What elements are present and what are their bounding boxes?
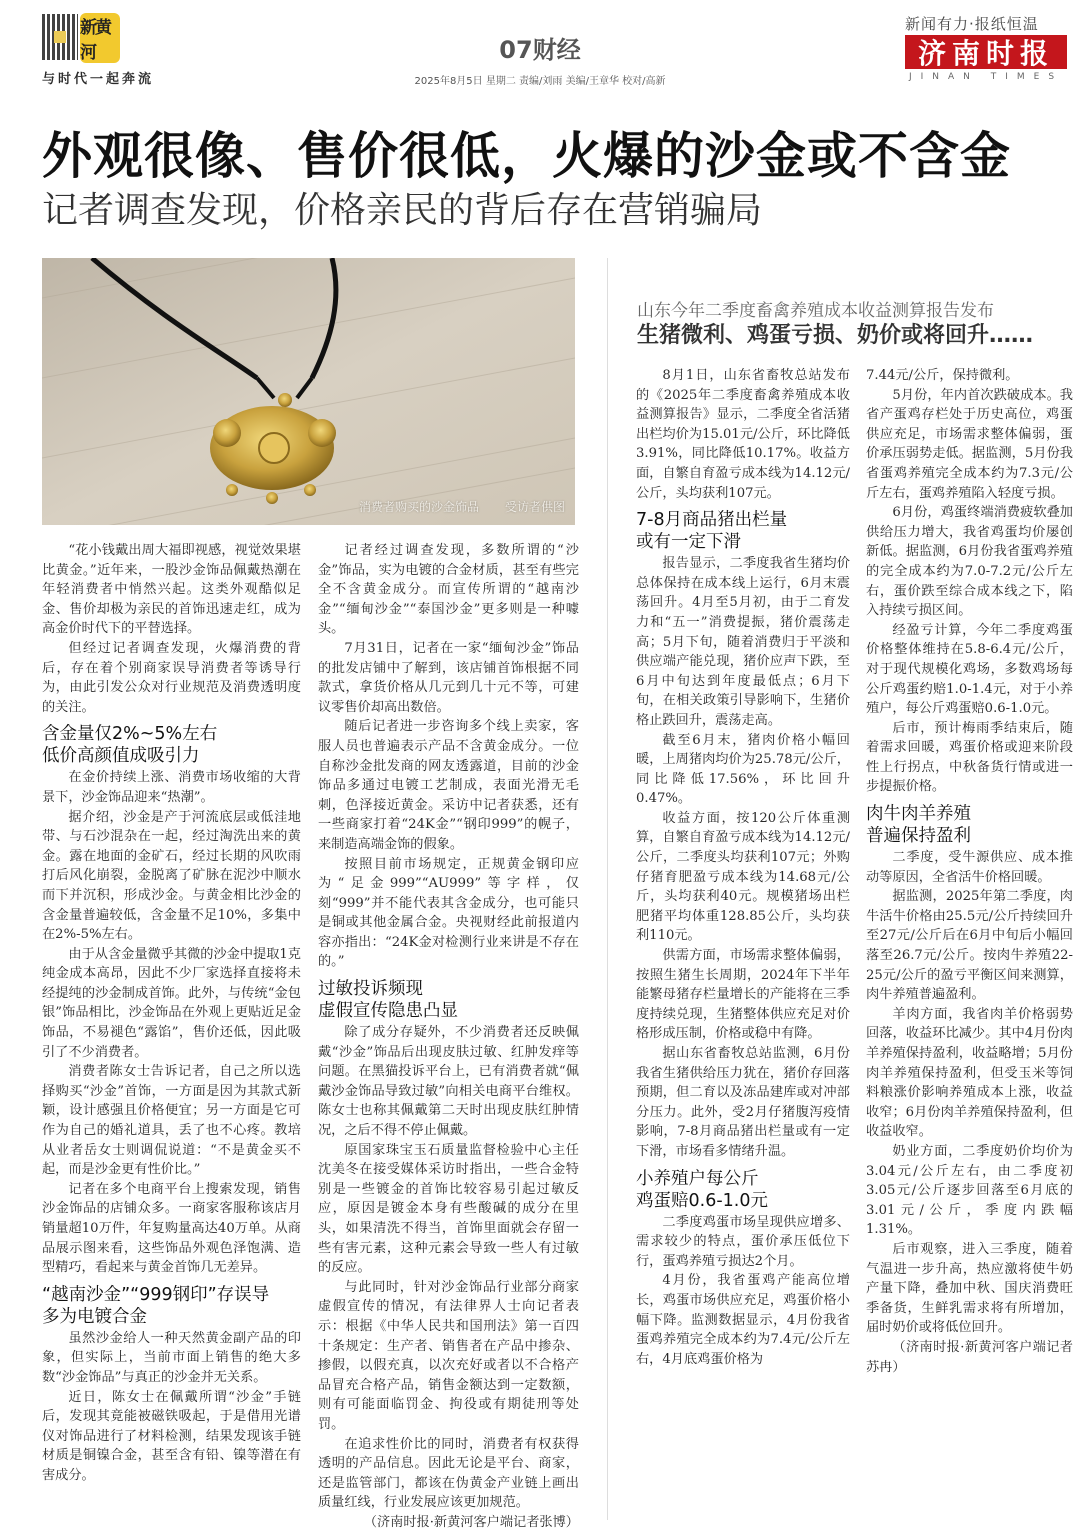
logo-text: 新黄河 [80, 18, 110, 63]
paragraph: （济南时报·新黄河客户端记者苏冉） [866, 1339, 1073, 1375]
paragraph: 随后记者进一步咨询多个线上卖家，客服人员也普遍表示产品不含黄金成分。一位自称沙金批发商的网友透露道，目前的沙金饰品多通过电镀工艺制成，表面光滑无毛刺，色泽接近黄金。采访中记者获悉，还有一些商家打着“24K金”“钢印999”的幌子，来制造高端金饰的假象。 [318, 719, 579, 852]
dateline: 2025年8月5日 星期二 责编/刘雨 美编/王章华 校对/高新 [414, 76, 666, 87]
section-subheading [42, 1284, 301, 1328]
section-title: 07财经 [499, 36, 581, 64]
article-photo [42, 258, 575, 525]
paragraph: 记者在多个电商平台上搜索发现，销售沙金饰品的店铺众多。一商家客服称该店月销量超10万件，年复购量高达40万单。从商品展示图来看，这些饰品外观色泽饱满、造型精巧，看起来与黄金首饰几无差异。 [42, 1181, 301, 1276]
paragraph: 5月份，年内首次跌破成本。我省产蛋鸡存栏处于历史高位，鸡蛋供应充足，市场需求整体偏弱，蛋价承压弱势走低。据监测，5月份我省蛋鸡养殖完全成本约为7.3元/公斤左右，蛋鸡养殖陷入轻度亏损。 [866, 387, 1073, 501]
article1-column-1 [42, 541, 301, 1486]
paragraph: 经盈亏计算，今年二季度鸡蛋价格整体维持在5.8-6.4元/公斤，对于现代规模化鸡场，多数鸡场每公斤鸡蛋约赔1.0-1.4元，对于小养殖户，每公斤鸡蛋赔0.6-1.0元。 [866, 622, 1073, 717]
paragraph: 4月份，我省蛋鸡产能高位增长，鸡蛋市场供应充足，鸡蛋价格小幅下降。监测数据显示，4月份我省蛋鸡养殖完全成本约为7.4元/公斤左右，4月底鸡蛋价格为 [636, 1273, 850, 1367]
paragraph: 二季度鸡蛋市场呈现供应增多、需求较少的特点，蛋价承压低位下行，蛋鸡养殖亏损达2个月。 [636, 1214, 850, 1269]
photo-credit: 受访者供图 [504, 500, 565, 514]
masthead-english: JINAN TIMES [908, 72, 1064, 82]
paragraph: 奶业方面，二季度奶价均价为3.04元/公斤左右，由二季度初3.05元/公斤逐步回落至6月底的3.01元/公斤，季度内跌幅1.31%。 [866, 1143, 1073, 1238]
paragraph: “花小钱戴出周大福即视感，视觉效果堪比黄金。”近年来，一股沙金饰品佩戴热潮在年轻消费者中悄然兴起。这类外观酷似足金、售价却极为亲民的首饰迅速走红，成为高金价时代下的平替选择。 [42, 543, 301, 637]
caption-text: 消费者购买的沙金饰品 [358, 500, 479, 514]
paragraph: 收益方面，按120公斤体重测算，自繁自育盈亏成本线为14.12元/公斤，二季度头均获利107元；外购仔猪育肥盈亏成本线为14.68元/公斤，头均获利40元。规模猪场出栏肥猪平均体重128.85公斤，头均获利110元。 [636, 810, 850, 944]
subheading-line: 过敏投诉频现 [318, 979, 423, 1000]
paragraph: 按照目前市场规定，正规黄金钢印应为“足金999”“AU999”等字样，仅刻“999”并不能代表其含金成分，也可能只是铜或其他金属合金。央视财经此前报道内容亦指出：“24K金对检测行业来讲是不存在的。” [318, 856, 579, 970]
article2-column-1 [636, 366, 850, 1369]
paragraph: 与此同时，针对沙金饰品行业部分商家虚假宣传的情况，有法律界人士向记者表示：根据《中华人民共和国刑法》第一百四十条规定：生产者、销售者在产品中掺杂、掺假，以假充真，以次充好或者以不合格产品冒充合格产品，销售金额达到一定数额，则有可能面临罚金、拘役或有期徒刑等处罚。 [318, 1279, 579, 1432]
article-subheadline: 记者调查发现，价格亲民的背后存在营销骗局 [42, 190, 763, 231]
paragraph: 二季度，受牛源供应、成本推动等原因，全省活牛价格回暖。 [866, 850, 1073, 885]
paragraph: 后市，预计梅雨季结束后，随着需求回暖，鸡蛋价格或迎来阶段性上行拐点，中秋备货行情或进一步提振价格。 [866, 720, 1073, 795]
section-subheading [42, 723, 301, 767]
paragraph: 消费者陈女士告诉记者，自己之所以选择购买“沙金”首饰，一方面是因为其款式新颖，设计感强且价格便宜；另一方面是它可作为自己的婚礼道具，丢了也不心疼。教培从业者岳女士则调侃说道：“不是黄金买不起，而是沙金更有性价比。” [42, 1064, 301, 1178]
section-subheading [636, 509, 850, 553]
paragraph: 报告显示，二季度我省生猪均价总体保持在成本线上运行，6月末震荡回升。4月至5月初，由于二育发力和“五一”消费提振，猪价震荡走高；5月下旬，随着消费归于平淡和供应端产能兑现，猪价应声下跌，至6月中旬达到年度最低点；6月下旬，在相关政策引导影响下，生猪价格止跌回升，震荡走高。 [636, 556, 850, 728]
photo-caption [333, 498, 565, 515]
article2-column-2 [866, 366, 1073, 1377]
subheading-line: “越南沙金”“999钢印”存误导 [42, 1284, 270, 1305]
slogan: 与时代一起奔流 [42, 72, 155, 87]
sidebar-article-title: 生猪微利、鸡蛋亏损、奶价或将回升…… [637, 323, 1034, 348]
column-divider [607, 258, 608, 1520]
paragraph: 据监测，2025年第二季度，肉牛活牛价格由25.5元/公斤持续回升至27元/公斤后在6月中旬后小幅回落至26.7元/公斤。按肉牛养殖22-25元/公斤的盈亏平衡区间来测算，肉牛养殖普遍盈利。 [866, 889, 1073, 1003]
masthead-logo: 济南时报 [905, 35, 1067, 69]
subheading-line: 7-8月商品猪出栏量 [636, 510, 788, 531]
section-subheading [636, 1168, 850, 1212]
paragraph: 据介绍，沙金是产于河流底层或低洼地带、与石沙混杂在一起，经过淘洗出来的黄金。露在地面的金矿石，经过长期的风吹雨打后风化崩裂，金脱离了矿脉在泥沙中顺水而下并沉积，形成沙金。与黄金相比沙金的含金量普遍较低，含金量不足10%，多集中在2%-5%左右。 [42, 809, 301, 943]
subheading-line: 肉牛肉羊养殖 [866, 804, 971, 825]
subheading-line: 低价高颜值成吸引力 [42, 746, 200, 767]
paragraph: 但经过记者调查发现，火爆消费的背后，存在着个别商家误导消费者等诱导行为，由此引发公众对行业规范及消费透明度的关注。 [42, 640, 301, 715]
subheading-line: 多为电镀合金 [42, 1306, 147, 1327]
paragraph: 截至6月末，猪肉价格小幅回暖，上周猪肉均价为25.78元/公斤，同比降低17.56%，环比回升0.47%。 [636, 732, 850, 807]
paragraph: 在金价持续上涨、消费市场收缩的大背景下，沙金饰品迎来“热潮”。 [42, 770, 301, 805]
article1-column-2 [318, 541, 579, 1533]
paragraph: 据山东省畜牧总站监测，6月份我省生猪供给压力犹在，猪价存回落预期，但二育以及冻品建库或对冲部分压力。此外，受2月仔猪腹泻疫情影响，7-8月商品猪出栏量或有一定下滑，市场看多情绪升温。 [636, 1046, 850, 1159]
paragraph: 在追求性价比的同时，消费者有权获得透明的产品信息。因此无论是平台、商家，还是监管部门，都该在伪黄金产业链上画出质量红线，行业发展应该更加规范。 [318, 1436, 579, 1511]
pendant-photo-image [42, 258, 575, 525]
subheading-line: 或有一定下滑 [636, 532, 741, 553]
paragraph: 记者经过调查发现，多数所谓的“沙金”饰品，实为电镀的合金材质，甚至有些完全不含黄金成分。而宣传所谓的“越南沙金”“缅甸沙金”“泰国沙金”更多则是一种噱头。 [318, 543, 579, 637]
subheading-line: 含金量仅2%~5%左右 [42, 724, 218, 745]
paragraph: 6月份，鸡蛋终端消费疲软叠加供给压力增大，我省鸡蛋均价屡创新低。据监测，6月份我省蛋鸡养殖的完全成本约为7.0-7.2元/公斤左右，蛋价跌至综合成本线之下，陷入持续亏损区间。 [866, 505, 1073, 619]
paragraph: 8月1日，山东省畜牧总站发布的《2025年二季度畜禽养殖成本收益测算报告》显示，二季度全省活猪出栏均价为15.01元/公斤，环比降低3.91%，同比降低10.17%。收益方面，自繁自育盈亏成本线为14.12元/公斤，头均获利107元。 [636, 368, 850, 501]
paragraph: 7.44元/公斤，保持微利。 [866, 368, 1019, 383]
paragraph: 虽然沙金给人一种天然黄金副产品的印象，但实际上，当前市面上销售的绝大多数“沙金饰品”与真正的沙金并无关系。 [42, 1330, 301, 1385]
sidebar-article-kicker: 山东今年二季度畜禽养殖成本收益测算报告发布 [637, 301, 994, 321]
paragraph: 除了成分存疑外，不少消费者还反映佩戴“沙金”饰品后出现皮肤过敏、红肿发痒等问题。在黑猫投诉平台上，已有消费者就“佩戴沙金饰品导致过敏”向相关电商平台维权。陈女士也称其佩戴第二天时出现皮肤红肿情况，之后不得不停止佩戴。 [318, 1025, 579, 1139]
byline: （济南时报·新黄河客户端记者张博） [363, 1514, 579, 1530]
section-subheading [866, 803, 1073, 847]
section-subheading [318, 978, 579, 1022]
paragraph: 7月31日，记者在一家“缅甸沙金”饰品的批发店铺中了解到，该店铺首饰根据不同款式，拿货价格从几元到几十元不等，可建议零售价却高出数倍。 [318, 640, 579, 715]
subheading-line: 虚假宣传隐患凸显 [318, 1001, 458, 1022]
subheading-line: 普遍保持盈利 [866, 826, 971, 847]
paragraph: 原国家珠宝玉石质量监督检验中心主任沈美冬在接受媒体采访时指出，一些合金特别是一些镀金的首饰比较容易引起过敏反应，原因是镀金本身有些酸碱的成分在里头，如果清洗不得当，首饰里面就会存留一些有害元素，这种元素会导致一些人有过敏的反应。 [318, 1142, 579, 1276]
paragraph: 供需方面，市场需求整体偏弱，按照生猪生长周期，2024年下半年能繁母猪存栏量增长的产能将在三季度持续兑现，生猪整体供应充足对价格形成压制，价格或稳中有降。 [636, 948, 850, 1042]
subheading-line: 小养殖户每公斤 [636, 1168, 759, 1189]
paragraph: 后市观察，进入三季度，随着气温进一步升高，热应激将使牛奶产量下降，叠加中秋、国庆消费旺季备货，生鲜乳需求将有所增加，届时奶价或将低位回升。 [866, 1241, 1073, 1336]
paragraph: 由于从含金量微乎其微的沙金中提取1克纯金成本高昂，因此不少厂家选择直接将未经提纯的沙金制成首饰。此外，与传统“金包银”饰品相比，沙金饰品在外观上更贴近足金饰品，不易褪色“露馅”，售价还低，因此吸引了不少消费者。 [42, 946, 301, 1060]
masthead-motto: 新闻有力·报纸恒温 [905, 15, 1039, 33]
paragraph: 近日，陈女士在佩戴所谓“沙金”手链后，发现其竟能被磁铁吸起，于是借用光谱仪对饰品进行了材料检测，结果发现该手链材质是铜镍合金，甚至含有铅、镍等潜在有害成分。 [42, 1389, 301, 1483]
article-headline: 外观很像、售价很低，火爆的沙金或不含金 [42, 127, 1011, 185]
subheading-line: 鸡蛋赔0.6-1.0元 [636, 1190, 768, 1211]
paragraph: 羊肉方面，我省肉羊价格弱势回落，收益环比减少。其中4月份肉羊养殖保持盈利，收益略增；5月份肉羊养殖保持盈利，但受玉米等饲料粮涨价影响养殖成本上涨，收益收窄；6月份肉羊养殖保持盈利，但收益收窄。 [866, 1006, 1073, 1140]
